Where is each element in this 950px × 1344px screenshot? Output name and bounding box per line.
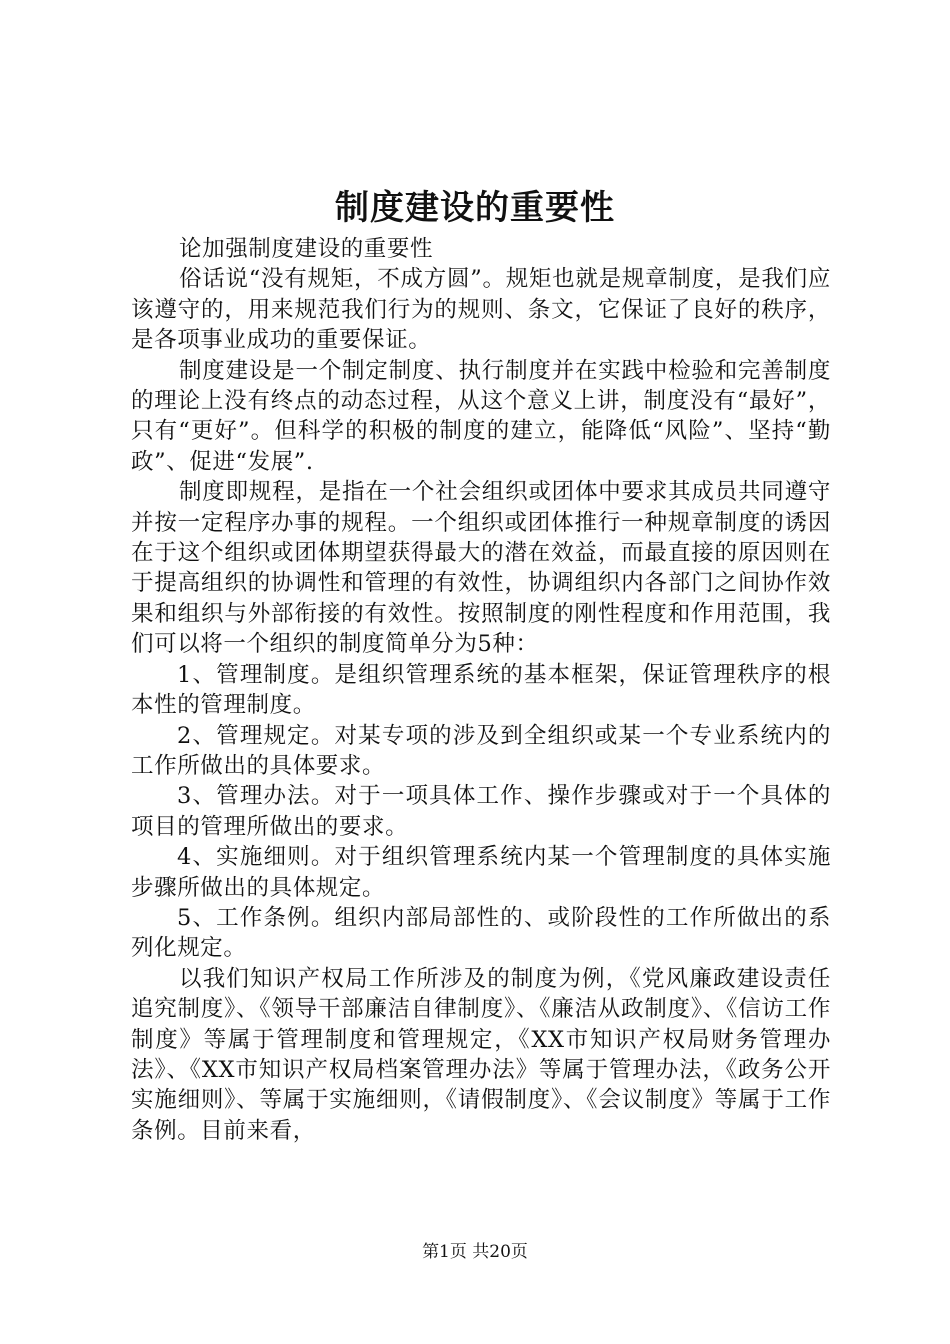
- list-item: 5、工作条例。组织内部局部性的、或阶段性的工作所做出的系列化规定。: [131, 904, 831, 962]
- paragraph: 制度建设是一个制定制度、执行制度并在实践中检验和完善制度的理论上没有终点的动态过程，从这个意义上讲，制度没有“最好”，只有“更好”。但科学的积极的制度的建立，能降低“风险”、坚持“勤政”、促进“发展”.: [131, 357, 831, 475]
- paragraph: 俗话说“没有规矩，不成方圆”。规矩也就是规章制度，是我们应该遵守的，用来规范我们行为的规则、条文，它保证了良好的秩序，是各项事业成功的重要保证。: [131, 266, 831, 354]
- list-item: 2、管理规定。对某专项的涉及到全组织或某一个专业系统内的工作所做出的具体要求。: [131, 722, 831, 779]
- list-item: 3、管理办法。对于一项具体工作、操作步骤或对于一个具体的项目的管理所做出的要求。: [131, 783, 831, 840]
- paragraph: 以我们知识产权局工作所涉及的制度为例，《党风廉政建设责任追究制度》、《领导干部廉洁自律制度》、《廉洁从政制度》、《信访工作制度》等属于管理制度和管理规定，《XX市知识产权局财务管理办法》、《XX市知识产权局档案管理办法》等属于管理办法，《政务公开实施细则》、等属于实施细则，《请假制度》、《会议制度》等属于工作条例。目前来看，: [131, 965, 831, 1144]
- paragraph-subtitle: 论加强制度建设的重要性: [179, 236, 434, 262]
- document-body: [131, 234, 831, 1146]
- list-item: 4、实施细则。对于组织管理系统内某一个管理制度的具体实施步骤所做出的具体规定。: [131, 844, 831, 901]
- document-title: 制度建设的重要性: [335, 188, 615, 228]
- list-item: 1、管理制度。是组织管理系统的基本框架，保证管理秩序的根本性的管理制度。: [131, 661, 831, 719]
- paragraph: 制度即规程，是指在一个社会组织或团体中要求其成员共同遵守并按一定程序办事的规程。一个组织或团体推行一种规章制度的诱因在于这个组织或团体期望获得最大的潜在效益，而最直接的原因则在于提高组织的协调性和管理的有效性，协调组织内各部门之间协作效果和组织与外部衔接的有效性。按照制度的刚性程度和作用范围，我们可以将一个组织的制度简单分为5种：: [131, 479, 831, 658]
- page-footer: 第1页 共20页: [422, 1242, 528, 1262]
